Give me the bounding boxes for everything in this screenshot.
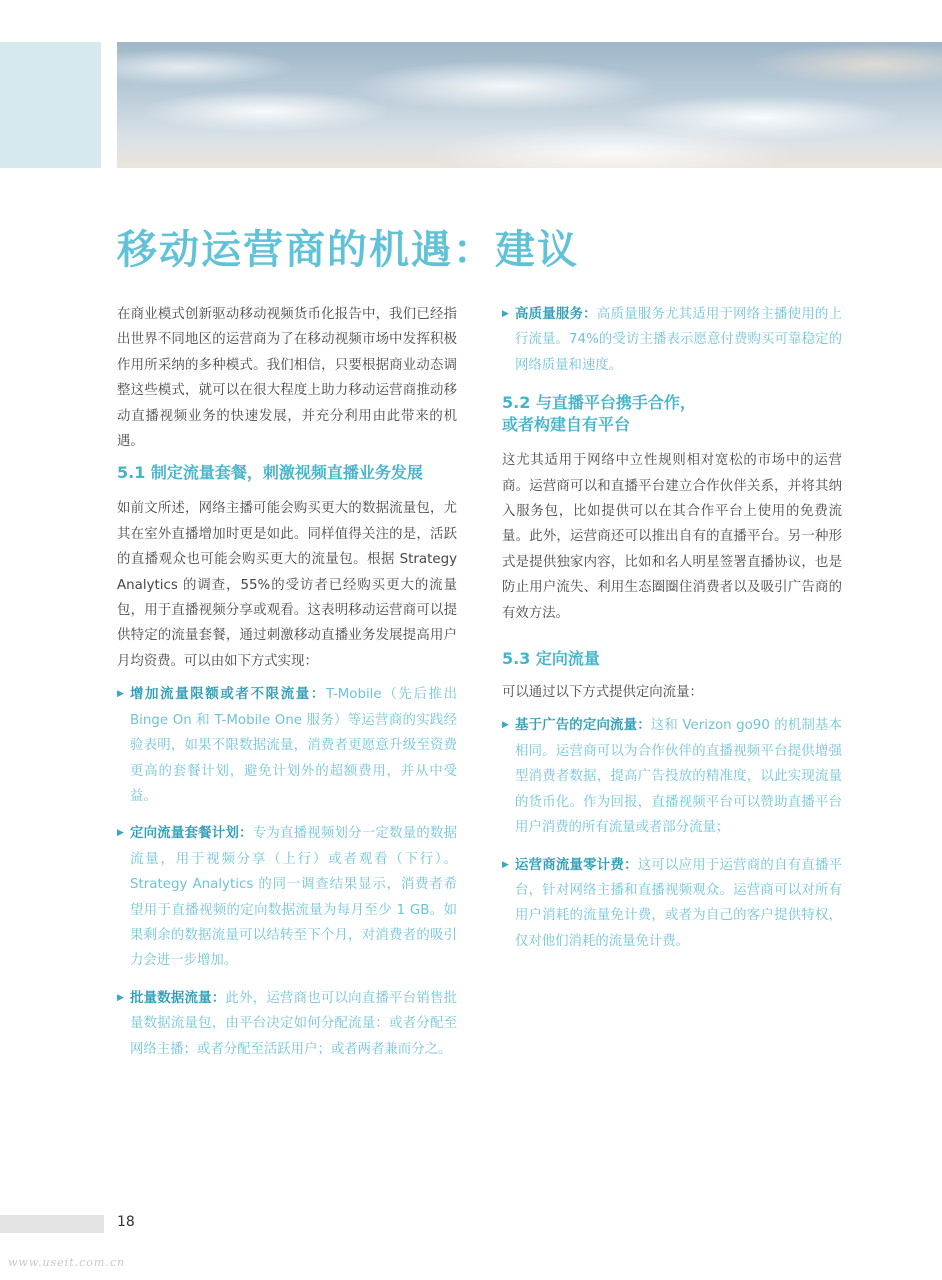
section-5-3-intro: 可以通过以下方式提供定向流量： bbox=[502, 685, 703, 701]
heading-line: 或者构建自有平台 bbox=[502, 415, 631, 435]
section-heading-5-2 bbox=[502, 392, 842, 436]
triangle-bullet-icon: ▶ bbox=[502, 720, 509, 731]
bullet-item bbox=[117, 821, 457, 973]
watermark: www.useit.com.cn bbox=[8, 1256, 126, 1269]
bullet-text: 高质量服务尤其适用于网络主播使用的上行流量。74%的受访主播表示愿意付费购买可靠稳定的网络质量和速度。 bbox=[515, 307, 843, 373]
triangle-bullet-icon: ▶ bbox=[117, 992, 124, 1003]
page-title: 移动运营商的机遇：建议 bbox=[117, 227, 579, 273]
right-column bbox=[502, 302, 842, 966]
triangle-bullet-icon: ▶ bbox=[502, 859, 509, 870]
bullet-text: T-Mobile（先后推出 Binge On 和 T-Mobile One 服务）等运营商的实践经验表明，如果不限数据流量，消费者更愿意升级至资费更高的套餐计划，避免计划外的超额费用，并从中受益。 bbox=[130, 687, 457, 804]
bullet-text: 专为直播视频划分一定数量的数据流量，用于视频分享（上行）或者观看（下行）。Strategy Analytics 的同一调查结果显示，消费者希望用于直播视频的定向数据流量为每月至少 1 GB。如果剩余的数据流量可以结转至下个月，对消费者的吸引力会进一步增加。 bbox=[130, 826, 458, 969]
bullet-lead: 定向流量套餐计划： bbox=[130, 826, 253, 842]
bullet-lead: 高质量服务： bbox=[515, 307, 597, 322]
section-heading-5-1: 5.1 制定流量套餐，刺激视频直播业务发展 bbox=[117, 463, 423, 483]
bullet-lead: 增加流量限额或者不限流量： bbox=[130, 687, 326, 703]
left-column bbox=[117, 302, 457, 1074]
section-heading-5-3: 5.3 定向流量 bbox=[502, 649, 600, 669]
bullet-item bbox=[502, 853, 842, 955]
page-number: 18 bbox=[117, 1214, 135, 1230]
bullet-lead: 运营商流量零计费： bbox=[515, 857, 638, 873]
bullet-item bbox=[502, 302, 842, 378]
bullet-lead: 基于广告的定向流量： bbox=[515, 718, 651, 734]
bullet-lead: 批量数据流量： bbox=[130, 990, 226, 1006]
bullet-item bbox=[117, 682, 457, 809]
bullet-text: 这和 Verizon go90 的机制基本相同。运营商可以为合作伙伴的直播视频平台提供增强型消费者数据，提高广告投放的精准度，以此实现流量的货币化。作为回报，直播视频平台可以赞助直播平台用户消费的所有流量或者部分流量； bbox=[515, 718, 842, 836]
sky-banner-image bbox=[117, 42, 942, 168]
bullet-item bbox=[117, 986, 457, 1062]
footer-bar bbox=[0, 1215, 104, 1233]
section-5-1-paragraph: 如前文所述，网络主播可能会购买更大的数据流量包，尤其在室外直播增加时更是如此。同样值得关注的是，活跃的直播观众也可能会购买更大的流量包。根据 Strategy Analytics 的调查，55%的受访者已经购买更大的流量包，用于直播视频分享或观看。这表明移动运营商可以提供特定的流量套餐，通过刺激移动直播业务发展提高用户月均资费。可以由如下方式实现： bbox=[117, 501, 457, 669]
bullet-item bbox=[502, 713, 842, 840]
heading-line: 5.2 与直播平台携手合作， bbox=[502, 393, 696, 413]
triangle-bullet-icon: ▶ bbox=[117, 689, 124, 700]
decorative-side-block bbox=[0, 42, 101, 168]
section-5-2-paragraph: 这尤其适用于网络中立性规则相对宽松的市场中的运营商。运营商可以和直播平台建立合作伙伴关系，并将其纳入服务包，比如提供可以在其合作平台上使用的免费流量。此外，运营商还可以推出自有的直播平台。另一种形式是提供独家内容，比如和名人明星签署直播协议，也是防止用户流失、利用生态圈圈住消费者以及吸引广告商的有效方法。 bbox=[502, 453, 842, 621]
bullet-text: 这可以应用于运营商的自有直播平台，针对网络主播和直播视频观众。运营商可以对所有用户消耗的流量免计费，或者为自己的客户提供特权，仅对他们消耗的流量免计费。 bbox=[515, 857, 843, 949]
intro-paragraph: 在商业模式创新驱动移动视频货币化报告中，我们已经指出世界不同地区的运营商为了在移动视频市场中发挥积极作用所采纳的多种模式。我们相信，只要根据商业动态调整这些模式，就可以在很大程度上助力移动运营商推动移动直播视频业务的快速发展，并充分利用由此带来的机遇。 bbox=[117, 307, 457, 450]
triangle-bullet-icon: ▶ bbox=[117, 828, 124, 839]
triangle-bullet-icon: ▶ bbox=[502, 309, 509, 319]
bullet-text: 此外，运营商也可以向直播平台销售批量数据流量包，由平台决定如何分配流量：或者分配至网络主播；或者分配至活跃用户；或者两者兼而分之。 bbox=[130, 990, 458, 1057]
